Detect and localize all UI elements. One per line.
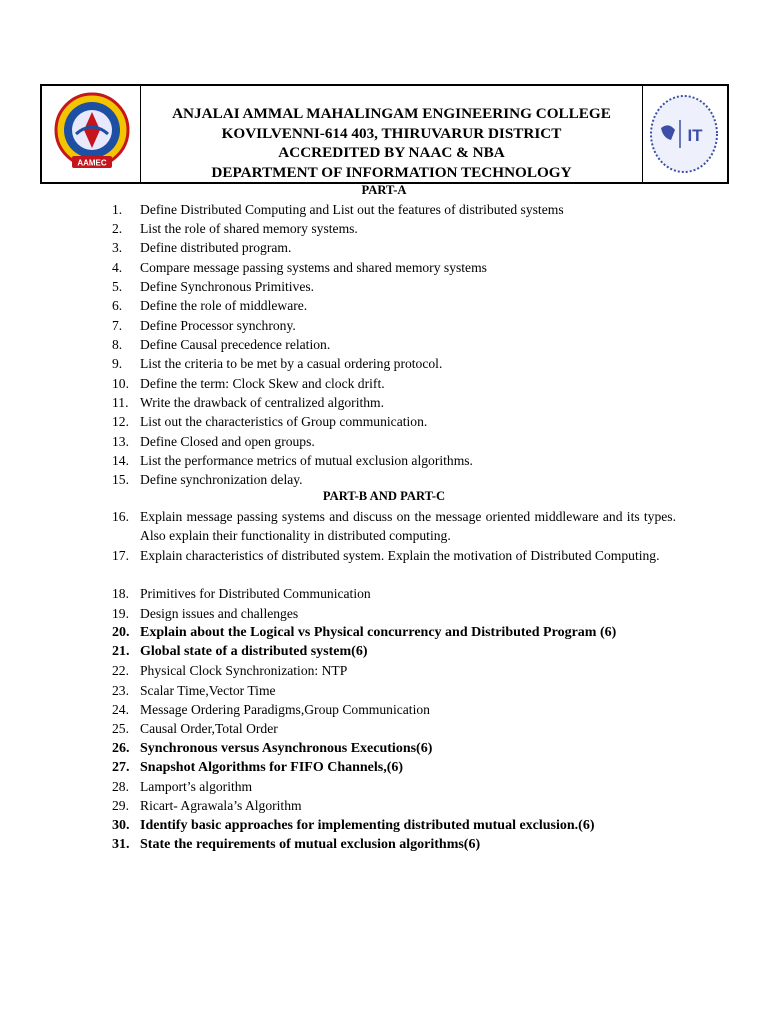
- accreditation: ACCREDITED BY NAAC & NBA: [278, 144, 505, 161]
- list-item: 11. Write the drawback of centralized algorithm.: [112, 395, 385, 410]
- part-bc-heading: PART-B AND PART-C: [322, 489, 446, 503]
- list-item: 28. Lamport’s algorithm: [112, 779, 253, 794]
- list-item: 13. Define Closed and open groups.: [112, 434, 315, 449]
- college-header: [40, 84, 729, 184]
- list-item: 7. Define Processor synchrony.: [112, 318, 296, 333]
- it-logo-label: IT: [687, 126, 703, 145]
- list-item: 4. Compare message passing systems and shared memory systems: [112, 260, 487, 275]
- college-emblem-icon: [50, 90, 134, 174]
- list-item: 6. Define the role of middleware.: [112, 298, 308, 313]
- college-name: ANJALAI AMMAL MAHALINGAM ENGINEERING COLLEGE: [172, 105, 611, 122]
- list-item: 20. Explain about the Logical vs Physical concurrency and Distributed Program (6): [112, 625, 617, 640]
- list-item: 3. Define distributed program.: [112, 240, 292, 255]
- list-item: 25. Causal Order,Total Order: [112, 721, 278, 736]
- list-item: 17. Explain characteristics of distributed system. Explain the motivation of Distributed Computing.: [112, 548, 660, 563]
- list-item: 16. Explain message passing systems and discuss on the message oriented middleware and its types. Also explain their functionality in distributed computing.: [112, 509, 676, 544]
- emblem-label: AAMEC: [77, 158, 107, 168]
- list-item: 18. Primitives for Distributed Communication: [112, 586, 371, 601]
- header-title-block: [142, 104, 641, 182]
- list-item: 23. Scalar Time,Vector Time: [112, 683, 276, 698]
- list-item: 21. Global state of a distributed system(6): [112, 644, 368, 659]
- list-item: 19. Design issues and challenges: [112, 606, 299, 621]
- it-department-logo-icon: [649, 92, 719, 176]
- list-item: 10. Define the term: Clock Skew and clock drift.: [112, 376, 385, 391]
- list-item: 15. Define synchronization delay.: [112, 472, 303, 487]
- part-a-heading: PART-A: [361, 183, 407, 197]
- list-item: 1. Define Distributed Computing and List out the features of distributed systems: [112, 202, 564, 217]
- list-item: 8. Define Causal precedence relation.: [112, 337, 331, 352]
- list-item: 24. Message Ordering Paradigms,Group Communication: [112, 702, 430, 717]
- list-item: 27. Snapshot Algorithms for FIFO Channels,(6): [112, 760, 404, 775]
- list-item: 22. Physical Clock Synchronization: NTP: [112, 663, 348, 678]
- college-address: KOVILVENNI-614 403, THIRUVARUR DISTRICT: [221, 124, 562, 142]
- list-item: 5. Define Synchronous Primitives.: [112, 279, 315, 294]
- list-item: 2. List the role of shared memory systems.: [112, 221, 358, 236]
- right-logo-cell: [642, 86, 727, 182]
- department-name: DEPARTMENT OF INFORMATION TECHNOLOGY: [211, 163, 572, 181]
- list-item: 14. List the performance metrics of mutual exclusion algorithms.: [112, 453, 473, 468]
- list-item: 29. Ricart- Agrawala’s Algorithm: [112, 798, 302, 813]
- list-item: 31. State the requirements of mutual exclusion algorithms(6): [112, 837, 481, 852]
- left-logo-cell: [42, 86, 141, 182]
- list-item: 9. List the criteria to be met by a casual ordering protocol.: [112, 356, 443, 371]
- list-item: 30. Identify basic approaches for implementing distributed mutual exclusion.(6): [112, 818, 595, 833]
- list-item: 26. Synchronous versus Asynchronous Executions(6): [112, 741, 433, 756]
- list-item: 12. List out the characteristics of Group communication.: [112, 414, 428, 429]
